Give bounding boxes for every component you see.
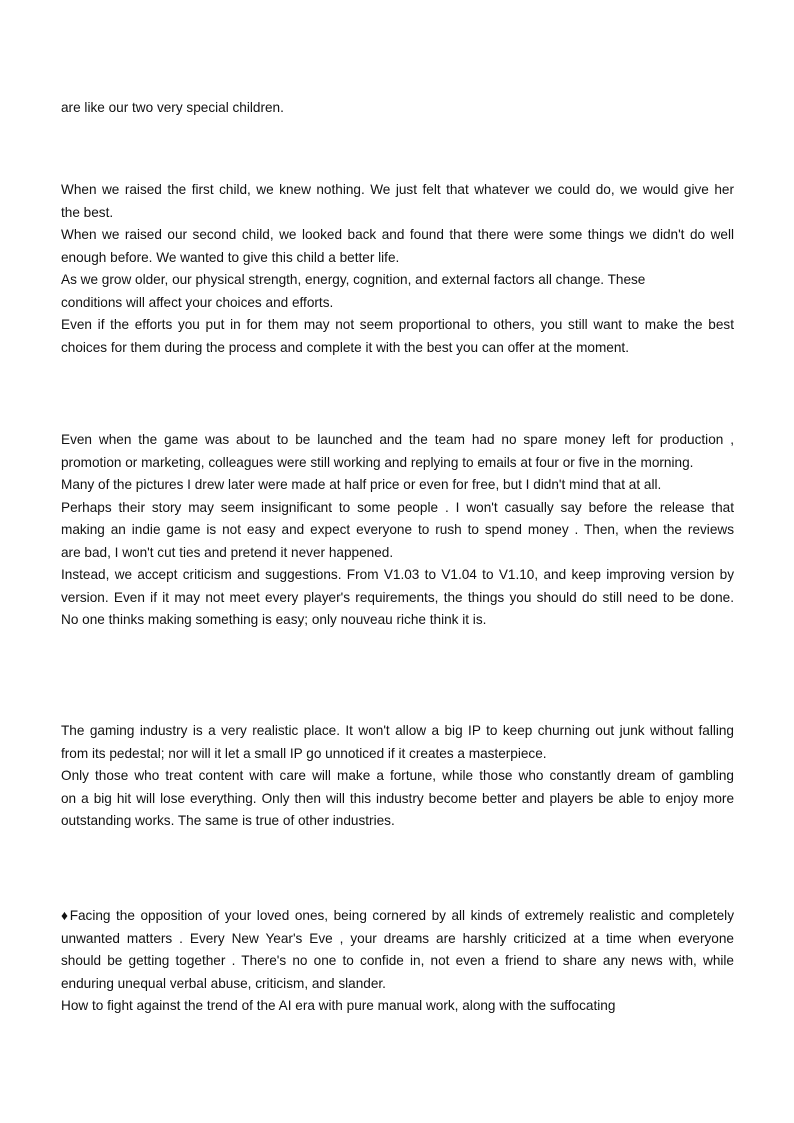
text-line: should be getting together . There's no one to confide in, not even a friend to share any news with, while xyxy=(61,953,734,968)
text-line: making an indie game is not easy and expect everyone to rush to spend money . Then, when the reviews xyxy=(61,522,734,537)
text-line: outstanding works. The same is true of other industries. xyxy=(61,813,395,828)
text-line: ♦Facing the opposition of your loved ones, being cornered by all kinds of extremely realistic and completely xyxy=(61,908,734,923)
text-line: Instead, we accept criticism and suggestions. From V1.03 to V1.04 to V1.10, and keep improving version by xyxy=(61,567,734,582)
text-line: unwanted matters . Every New Year's Eve , your dreams are harshly criticized at a time when everyone xyxy=(61,930,734,946)
text-line: Even when the game was about to be launched and the team had no spare money left for production , xyxy=(61,432,734,447)
paragraph-children xyxy=(61,179,734,359)
text-line: promotion or marketing, colleagues were still working and replying to emails at four or five in the morning. xyxy=(61,454,694,470)
text-line: How to fight against the trend of the AI era with pure manual work, along with the suffocating xyxy=(61,998,616,1013)
text-line: Many of the pictures I drew later were made at half price or even for free, but I didn't mind that at all. xyxy=(61,477,662,492)
paragraph-intro xyxy=(61,97,734,120)
text-line: When we raised the first child, we knew nothing. We just felt that whatever we could do, we would give her xyxy=(61,182,734,197)
text-line: on a big hit will lose everything. Only then will this industry become better and players be able to enjoy more xyxy=(61,790,734,806)
text-line: choices for them during the process and complete it with the best you can offer at the moment. xyxy=(61,339,629,355)
text-line: Perhaps their story may seem insignificant to some people . I won't casually say before the release that xyxy=(61,499,734,515)
text-line: Even if the efforts you put in for them may not seem proportional to others, you still want to make the best xyxy=(61,317,734,332)
text-line: The gaming industry is a very realistic place. It won't allow a big IP to keep churning out junk without falling xyxy=(61,723,734,738)
text-line: the best. xyxy=(61,204,114,220)
text-line: enduring unequal verbal abuse, criticism, and slander. xyxy=(61,975,386,991)
paragraph-game-launch xyxy=(61,429,734,632)
paragraph-opposition xyxy=(61,905,734,1018)
text-line: conditions will affect your choices and efforts. xyxy=(61,294,334,310)
text-line: are bad, I won't cut ties and pretend it never happened. xyxy=(61,544,394,560)
text-line: As we grow older, our physical strength, energy, cognition, and external factors all change. These xyxy=(61,272,646,287)
text-line: are like our two very special children. xyxy=(61,100,284,115)
text-line: enough before. We wanted to give this child a better life. xyxy=(61,249,400,265)
paragraph-gaming-industry xyxy=(61,720,734,833)
text-line: No one thinks making something is easy; only nouveau riche think it is. xyxy=(61,612,487,627)
text-line: from its pedestal; nor will it let a small IP go unnoticed if it creates a masterpiece. xyxy=(61,745,547,761)
text-line: Only those who treat content with care will make a fortune, while those who constantly dream of gambling xyxy=(61,768,734,783)
text-line: When we raised our second child, we looked back and found that there were some things we didn't do well xyxy=(61,227,734,242)
text-line: version. Even if it may not meet every player's requirements, the things you should do still need to be done. xyxy=(61,589,734,605)
